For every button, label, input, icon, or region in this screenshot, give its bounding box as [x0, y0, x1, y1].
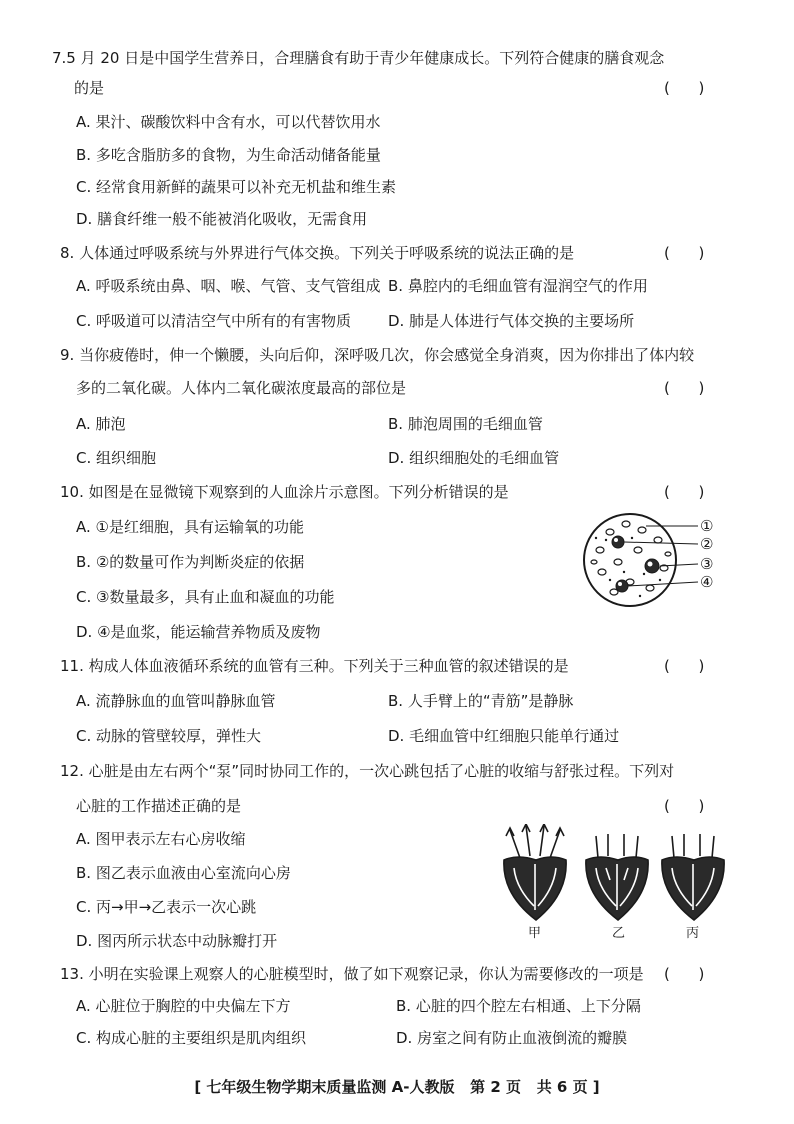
q9-stem-line1: 9. 当你疲倦时，伸一个懒腰，头向后仰，深呼吸几次，你会感觉全身消爽，因为你排出了体内较	[60, 346, 695, 364]
q12-stem-line2: 心脏的工作描述正确的是	[76, 797, 242, 815]
q8-answer-bracket: ( )	[664, 244, 705, 262]
heart-label-yi: 乙	[612, 926, 626, 941]
q10-stem: 10. 如图是在显微镜下观察到的人血涂片示意图。下列分析错误的是	[60, 483, 509, 501]
page-footer: [ 七年级生物学期末质量监测 A-人教版 第 2 页 共 6 页 ]	[194, 1078, 600, 1096]
q13-answer-bracket: ( )	[664, 965, 705, 983]
q8-option-a: A. 呼吸系统由鼻、咽、喉、气管、支气管组成	[76, 277, 381, 295]
blood-label-2: ②	[700, 535, 714, 553]
q9-option-a: A. 肺泡	[76, 415, 126, 433]
q11-answer-bracket: ( )	[664, 657, 705, 675]
q10-option-b: B. ②的数量可作为判断炎症的依据	[76, 553, 305, 571]
q7-option-d: D. 膳食纤维一般不能被消化吸收，无需食用	[76, 210, 368, 228]
q11-option-d: D. 毛细血管中红细胞只能单行通过	[388, 727, 620, 745]
q11-option-b: B. 人手臂上的“青筋”是静脉	[388, 692, 574, 710]
q9-answer-bracket: ( )	[664, 379, 705, 397]
q8-option-d: D. 肺是人体进行气体交换的主要场所	[388, 312, 635, 330]
q7-stem-line2: 的是	[74, 79, 105, 97]
q8-stem: 8. 人体通过呼吸系统与外界进行气体交换。下列关于呼吸系统的说法正确的是	[60, 244, 575, 262]
q12-stem-line1: 12. 心脏是由左右两个“泵”同时协同工作的，一次心跳包括了心脏的收缩与舒张过程。下列对	[60, 762, 675, 780]
q12-option-a: A. 图甲表示左右心房收缩	[76, 830, 246, 848]
heart-diagram-jia	[496, 824, 574, 924]
heart-label-bing: 丙	[686, 926, 700, 941]
q11-stem: 11. 构成人体血液循环系统的血管有三种。下列关于三种血管的叙述错误的是	[60, 657, 569, 675]
q10-option-a: A. ①是红细胞，具有运输氧的功能	[76, 518, 304, 536]
blood-smear-diagram	[580, 510, 720, 610]
q10-option-c: C. ③数量最多，具有止血和凝血的功能	[76, 588, 335, 606]
q9-stem-line2: 多的二氧化碳。人体内二氧化碳浓度最高的部位是	[76, 379, 407, 397]
q13-option-c: C. 构成心脏的主要组织是肌肉组织	[76, 1029, 307, 1047]
q12-option-d: D. 图丙所示状态中动脉瓣打开	[76, 932, 278, 950]
q10-answer-bracket: ( )	[664, 483, 705, 501]
q9-option-b: B. 肺泡周围的毛细血管	[388, 415, 543, 433]
q11-option-c: C. 动脉的管壁较厚，弹性大	[76, 727, 262, 745]
q7-option-b: B. 多吃含脂肪多的食物，为生命活动储备能量	[76, 146, 381, 164]
q12-option-c: C. 丙→甲→乙表示一次心跳	[76, 898, 257, 916]
q7-answer-bracket: ( )	[664, 79, 705, 97]
q13-option-d: D. 房室之间有防止血液倒流的瓣膜	[396, 1029, 628, 1047]
q7-stem-line1: 7.5 月 20 日是中国学生营养日，合理膳食有助于青少年健康成长。下列符合健康的膳食观念	[52, 49, 665, 67]
blood-label-3: ③	[700, 555, 714, 573]
q11-option-a: A. 流静脉血的血管叫静脉血管	[76, 692, 276, 710]
q12-option-b: B. 图乙表示血液由心室流向心房	[76, 864, 291, 882]
blood-label-4: ④	[700, 573, 714, 591]
q13-option-b: B. 心脏的四个腔左右相通、上下分隔	[396, 997, 641, 1015]
heart-diagram-yi	[578, 828, 656, 924]
q9-option-d: D. 组织细胞处的毛细血管	[388, 449, 560, 467]
q12-answer-bracket: ( )	[664, 797, 705, 815]
blood-label-1: ①	[700, 517, 714, 535]
q13-stem: 13. 小明在实验课上观察人的心脏模型时，做了如下观察记录，你认为需要修改的一项是	[60, 965, 644, 983]
q10-option-d: D. ④是血浆，能运输营养物质及废物	[76, 623, 321, 641]
q9-option-c: C. 组织细胞	[76, 449, 157, 467]
heart-label-jia: 甲	[528, 926, 542, 941]
heart-diagram-bing	[654, 828, 732, 924]
q7-option-c: C. 经常食用新鲜的蔬果可以补充无机盐和维生素	[76, 178, 397, 196]
q7-option-a: A. 果汁、碳酸饮料中含有水，可以代替饮用水	[76, 113, 381, 131]
q8-option-b: B. 鼻腔内的毛细血管有湿润空气的作用	[388, 277, 648, 295]
q8-option-c: C. 呼吸道可以清洁空气中所有的有害物质	[76, 312, 352, 330]
q13-option-a: A. 心脏位于胸腔的中央偏左下方	[76, 997, 291, 1015]
